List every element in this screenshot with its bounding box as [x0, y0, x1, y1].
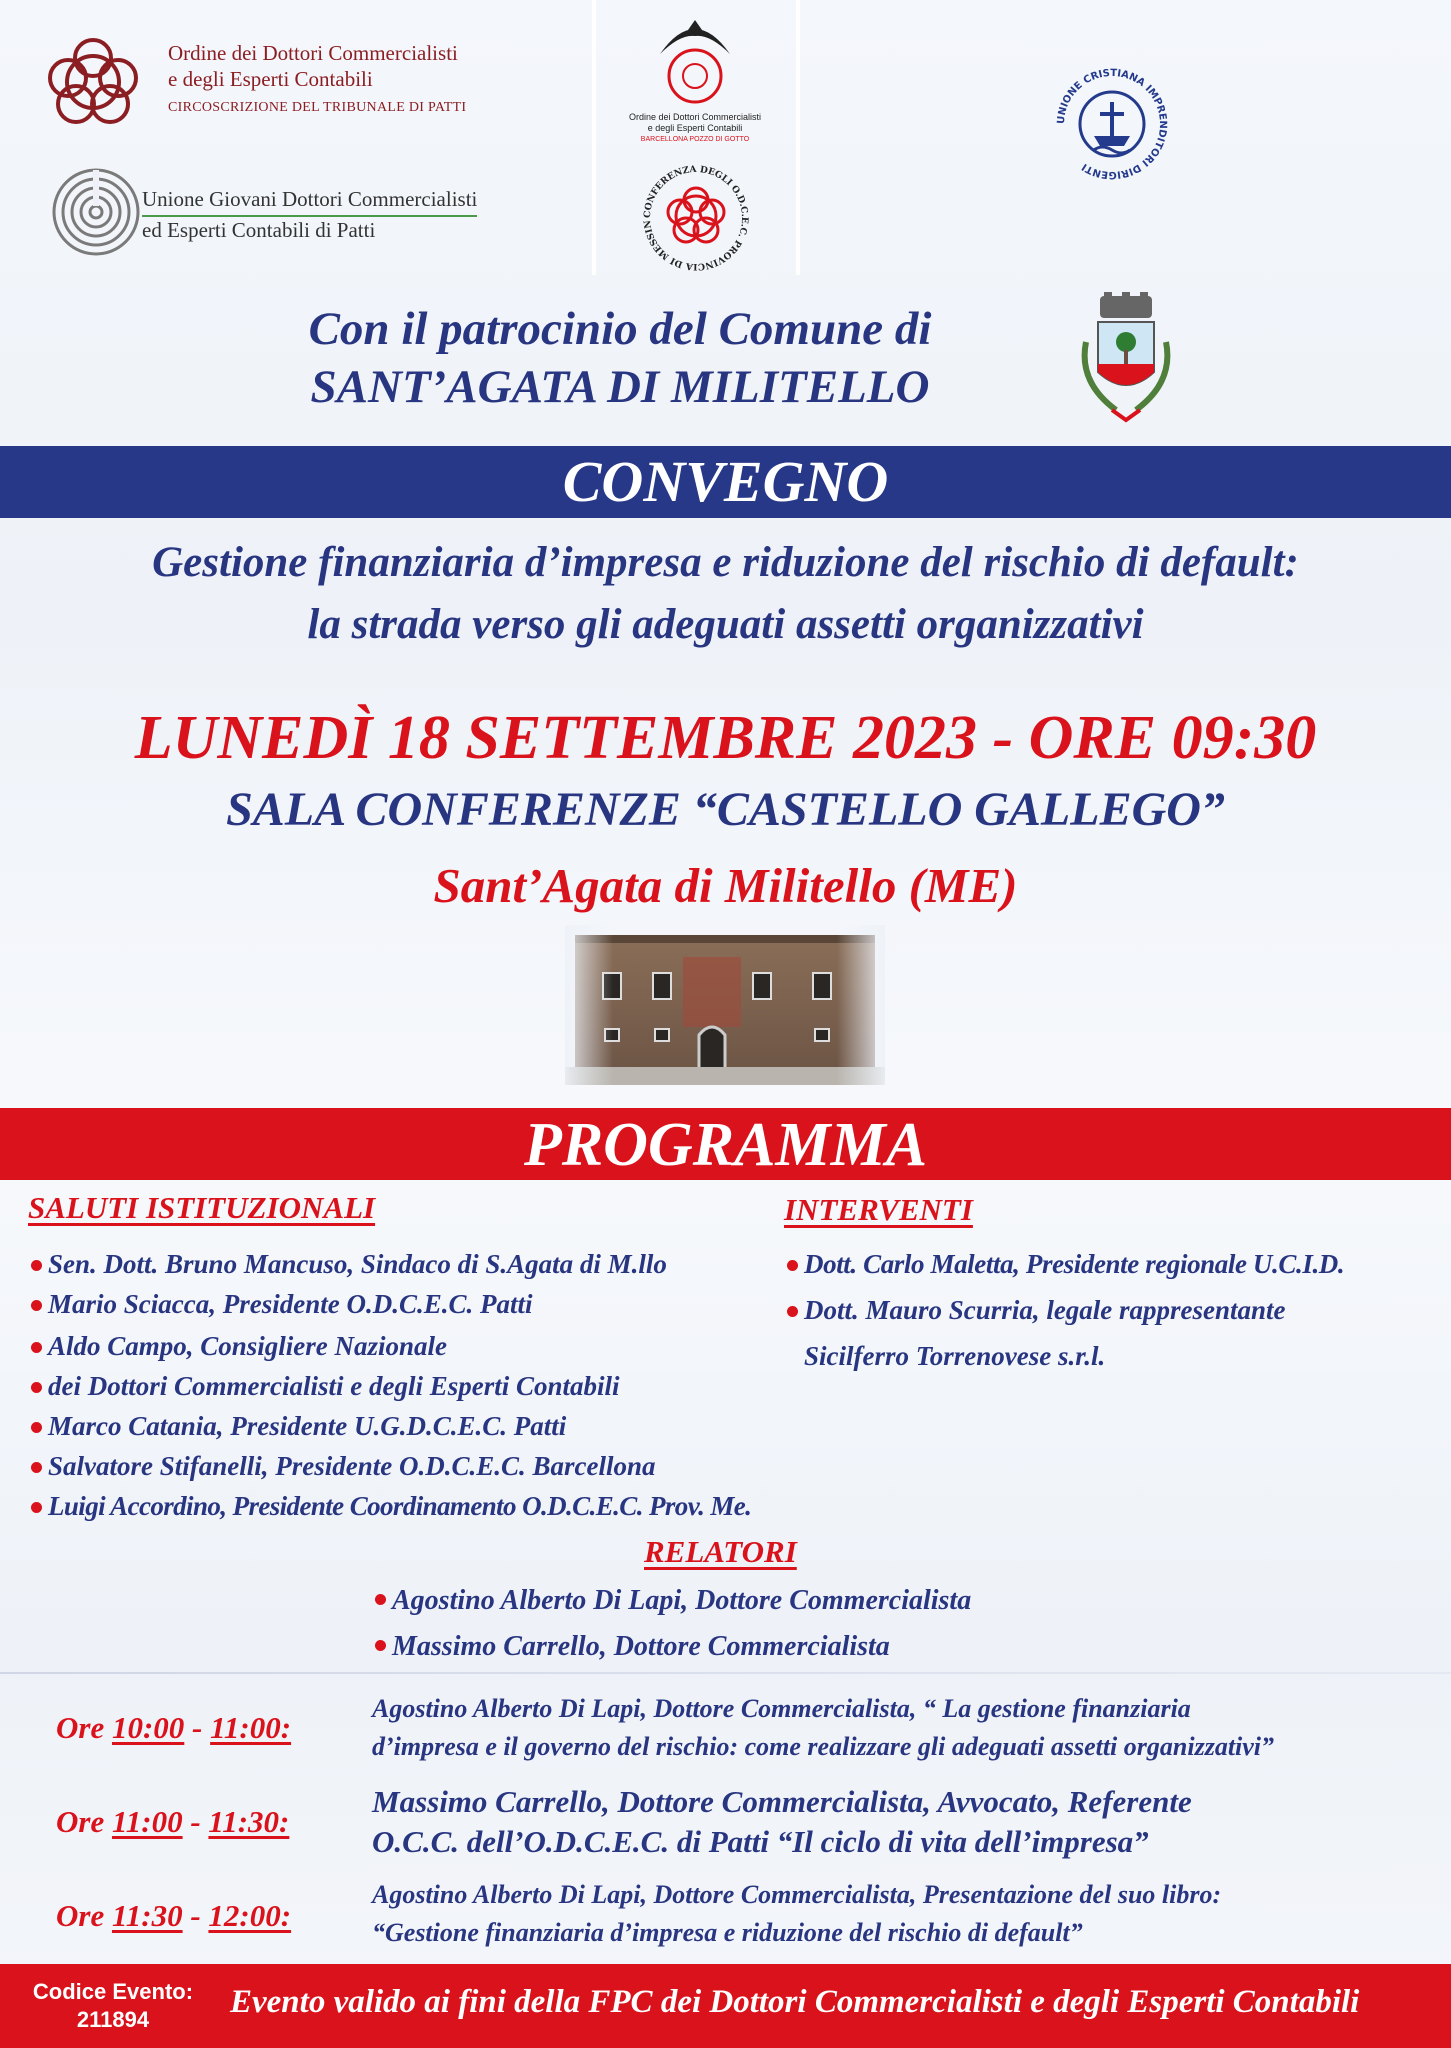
event-code-label: Codice Evento:	[32, 1979, 194, 2004]
interventi-title: INTERVENTI	[784, 1192, 973, 1227]
convegno-banner: CONVEGNO	[0, 446, 1451, 518]
list-item: Dott. Carlo Maletta, Presidente regionale U.C.I.D.	[784, 1244, 1344, 1284]
time-sep: -	[190, 1898, 201, 1933]
header-divider-left	[592, 0, 596, 275]
schedule-description	[372, 1690, 1274, 1766]
time-start: 10:00	[111, 1710, 185, 1745]
list-item: Marco Catania, Presidente U.G.D.C.E.C. Patti	[28, 1406, 751, 1446]
patrocinio-line2: SANT’AGATA DI MILITELLO	[310, 361, 930, 413]
barcellona-logo-line3: BARCELLONA POZZO DI GOTTO	[640, 136, 750, 143]
relatori-title: RELATORI	[644, 1534, 797, 1569]
time-prefix: Ore	[56, 1898, 105, 1933]
list-item: Agostino Alberto Di Lapi, Dottore Commercialista	[372, 1578, 971, 1624]
programma-banner: PROGRAMMA	[0, 1108, 1451, 1180]
ugdcec-name-line1: Unione Giovani Dottori Commercialisti	[142, 186, 477, 217]
schedule-desc-line1: Agostino Alberto Di Lapi, Dottore Commercialista, Presentazione del suo libro:	[372, 1880, 1222, 1909]
list-item: Salvatore Stifanelli, Presidente O.D.C.E.C. Barcellona	[28, 1446, 751, 1486]
ugdcec-name-line2: ed Esperti Contabili di Patti	[142, 218, 376, 242]
interventi-list	[784, 1244, 1344, 1330]
schedule-row	[0, 1690, 1451, 1774]
odcec-name-line2: e degli Esperti Contabili	[168, 67, 373, 91]
interventi-item2-continuation: Sicilferro Torrenovese s.r.l.	[804, 1341, 1106, 1371]
schedule-desc-line2: d’impresa e il governo del rischio: come realizzare gli adeguati assetti organizzativi”	[372, 1732, 1275, 1761]
conferenza-ring-text: CONFERENZA DEGLI O.D.C.E.C. PROVINCIA DI MESSIN	[642, 164, 750, 272]
saluti-list	[28, 1244, 751, 1526]
list-item: Dott. Mauro Scurria, legale rappresentante	[784, 1290, 1344, 1330]
ucid-seal-icon	[1050, 62, 1174, 186]
convegno-title-line1: Gestione finanziaria d’impresa e riduzione del rischio di default:	[152, 539, 1299, 586]
convegno-title	[20, 532, 1431, 656]
conferenza-seal-icon	[636, 158, 756, 278]
comune-coat-of-arms	[1064, 292, 1188, 438]
schedule-row	[0, 1782, 1451, 1866]
time-start: 11:00	[111, 1804, 183, 1839]
time-prefix: Ore	[56, 1710, 105, 1745]
relatori-list	[372, 1578, 971, 1670]
convegno-title-line2: la strada verso gli adeguati assetti organizzativi	[307, 601, 1144, 648]
schedule-time	[56, 1804, 289, 1840]
time-end: 12:00:	[208, 1898, 292, 1933]
event-city: Sant’Agata di Militello (ME)	[433, 858, 1018, 913]
list-item: Luigi Accordino, Presidente Coordinamento O.D.C.E.C. Prov. Me.	[28, 1486, 751, 1526]
ucid-logo	[1050, 62, 1174, 186]
odcec-patti-subtitle: CIRCOSCRIZIONE DEL TRIBUNALE DI PATTI	[168, 100, 467, 115]
barcellona-logo-line1: Ordine dei Dottori Commercialisti	[628, 112, 762, 122]
patrocinio-line1: Con il patrocinio del Comune di	[308, 303, 932, 355]
labyrinth-icon	[48, 162, 144, 258]
odcec-name-line1: Ordine dei Dottori Commercialisti	[168, 41, 458, 65]
castle-building-icon	[565, 925, 885, 1085]
schedule-description	[372, 1782, 1192, 1862]
event-code-value: 211894	[76, 2007, 150, 2032]
ucid-ring-text: UNIONE CRISTIANA IMPRENDITORI DIRIGENTI	[1055, 67, 1169, 181]
list-item: Massimo Carrello, Dottore Commercialista	[372, 1624, 971, 1670]
saluti-title: SALUTI ISTITUZIONALI	[28, 1190, 376, 1225]
barcellona-logo-line2: e degli Esperti Contabili	[647, 123, 743, 133]
header-divider-right	[796, 0, 800, 275]
odcec-patti-name	[168, 40, 458, 92]
time-sep: -	[192, 1710, 203, 1745]
list-item: Mario Sciacca, Presidente O.D.C.E.C. Patti	[28, 1284, 751, 1324]
list-item: Aldo Campo, Consigliere Nazionale	[28, 1326, 751, 1366]
schedule-desc-line2: O.C.C. dell’O.D.C.E.C. di Patti “Il ciclo di vita dell’impresa”	[372, 1824, 1149, 1859]
schedule-separator	[0, 1672, 1451, 1674]
eagle-crest-icon	[650, 14, 740, 109]
event-date-time: LUNEDÌ 18 SETTEMBRE 2023 - ORE 09:30	[134, 704, 1317, 772]
schedule-time	[56, 1710, 291, 1746]
patrocinio	[190, 300, 1050, 416]
coat-of-arms-icon	[1064, 292, 1188, 438]
conferenza-odcec-messina-logo	[636, 158, 756, 278]
list-item: Sen. Dott. Bruno Mancuso, Sindaco di S.Agata di M.llo	[28, 1244, 751, 1284]
time-end: 11:30:	[208, 1804, 290, 1839]
ugdcec-logo	[48, 162, 144, 258]
event-venue: SALA CONFERENZE “CASTELLO GALLEGO”	[226, 783, 1225, 836]
time-sep: -	[190, 1804, 201, 1839]
schedule-time	[56, 1898, 291, 1934]
time-prefix: Ore	[56, 1804, 105, 1839]
time-start: 11:30	[111, 1898, 183, 1933]
fpc-note: Evento valido ai fini della FPC dei Dottori Commercialisti e degli Esperti Contabili	[230, 1984, 1360, 2020]
schedule-desc-line1: Agostino Alberto Di Lapi, Dottore Commercialista, “ La gestione finanziaria	[372, 1694, 1191, 1723]
time-end: 11:00:	[210, 1710, 292, 1745]
schedule-desc-line2: “Gestione finanziaria d’impresa e riduzione del rischio di default”	[372, 1918, 1083, 1947]
odcec-barcellona-logo	[620, 14, 770, 144]
odcec-rings-icon	[38, 30, 148, 130]
schedule-desc-line1: Massimo Carrello, Dottore Commercialista, Avvocato, Referente	[372, 1784, 1192, 1819]
schedule-description	[372, 1876, 1221, 1952]
ugdcec-name	[142, 186, 477, 244]
list-item-continuation: dei Dottori Commercialisti e degli Esperti Contabili	[28, 1366, 751, 1406]
castle-photo	[565, 925, 885, 1085]
event-code	[18, 1978, 208, 2034]
schedule-row	[0, 1874, 1451, 1958]
